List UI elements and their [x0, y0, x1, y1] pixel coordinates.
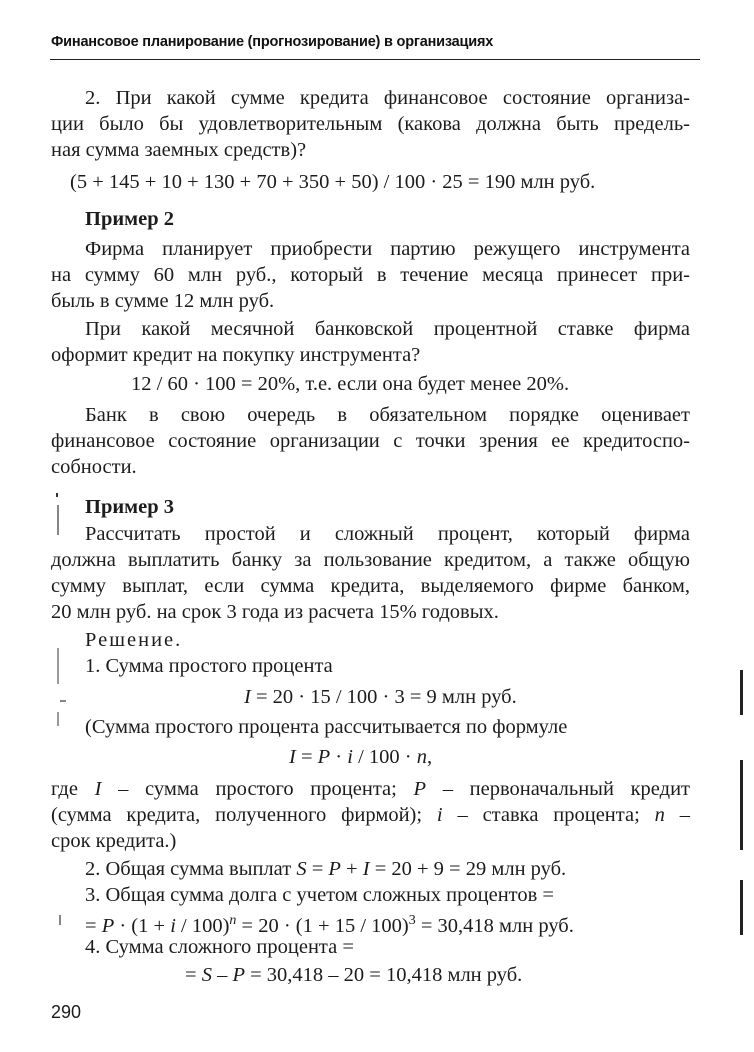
formula-dot: ·: [330, 746, 348, 768]
note-line: (Сумма простого процента рассчитывается по формуле: [85, 716, 568, 738]
question-2-formula: (5 + 145 + 10 + 130 + 70 + 350 + 50) / 100 · 25 = 190 млн руб.: [70, 171, 596, 193]
question-2-line-1: 2. При какой сумме кредита финансовое состояние организа-: [85, 87, 690, 109]
def-var-p: P: [413, 778, 427, 800]
exponent-n: n: [229, 913, 237, 928]
margin-scan-mark: [57, 648, 59, 684]
def-text: – сумма простого процента;: [101, 778, 414, 800]
edge-scan-bar: [740, 880, 743, 935]
var-s: S: [296, 858, 307, 880]
step-2: [85, 857, 566, 881]
example-2-p1-line-3: быль в сумме 12 млн руб.: [51, 290, 275, 312]
var-i-rate: i: [170, 914, 176, 937]
formula-end: ,: [426, 746, 433, 768]
def-text: –: [664, 804, 690, 826]
example-2-p1-line-1: Фирма планирует приобрести партию режущего инструмента: [85, 238, 690, 260]
example-2-p1-line-2: на сумму 60 млн руб., который в течение месяца принесет при-: [51, 264, 690, 286]
exponent-3: 3: [408, 913, 416, 928]
formula-var-i-rate: i: [347, 746, 353, 768]
def-var-i: I: [94, 778, 102, 800]
formula-text: · (1 +: [114, 914, 171, 937]
formula-expression: = 20 · 15 / 100 · 3 = 9 млн руб.: [255, 686, 517, 708]
formula-var-p: P: [317, 746, 331, 768]
step-4-title: 4. Сумма сложного процента =: [85, 936, 354, 958]
step-3-title: 3. Общая сумма долга с учетом сложных процентов =: [85, 884, 554, 906]
question-2-line-2: ции было бы удовлетворительным (какова должна быть предель-: [51, 113, 690, 135]
step-1-formula: [244, 685, 517, 709]
formula-text: = 20 · (1 + 15 / 100): [236, 914, 409, 937]
formula-div: / 100 ·: [352, 746, 417, 768]
step-text: 2. Общая сумма выплат: [85, 858, 297, 880]
formula-text: =: [185, 964, 202, 986]
step-1-title: 1. Сумма простого процента: [85, 655, 333, 677]
example-3-p1-line-2: должна выплатить банку за пользование кредитом, а также общую: [51, 549, 690, 571]
header-rule: [50, 59, 700, 60]
margin-scan-mark: [60, 700, 66, 702]
var-p: P: [328, 858, 341, 880]
example-3-p1-line-3: сумму выплат, если сумма кредита, выделяемого фирме банком,: [51, 575, 690, 597]
var-i: I: [362, 858, 370, 880]
def-text: – ставка процента;: [442, 804, 655, 826]
formula-var-i: I: [289, 746, 296, 768]
edge-scan-bar: [740, 760, 743, 850]
def-text: где: [51, 778, 95, 800]
step-3-formula: [85, 909, 574, 938]
formula-var-i: I: [244, 686, 251, 708]
formula-text: = 30,418 – 20 = 10,418 млн руб.: [244, 964, 523, 986]
margin-scan-mark: [57, 712, 59, 726]
page-number: 290: [51, 1002, 82, 1022]
step-4-formula: [185, 963, 522, 987]
var-p: P: [101, 914, 115, 937]
margin-scan-mark: [56, 493, 58, 497]
margin-scan-mark: [59, 915, 61, 925]
definitions-line-3: срок кредита.): [51, 830, 177, 852]
step-text: =: [306, 858, 329, 880]
example-2-p2-line-2: оформит кредит на покупку инструмента?: [51, 344, 421, 366]
example-2-p2-line-1: При какой месячной банковской процентной ставке фирма: [85, 318, 690, 340]
example-3-p1-line-4: 20 млн руб. на срок 3 года из расчета 15% годовых.: [51, 601, 499, 623]
solution-label: Решение.: [85, 629, 183, 651]
example-3-p1-line-1: Рассчитать простой и сложный процент, который фирма: [85, 523, 690, 545]
example-2-p3-line-3: собности.: [51, 456, 137, 478]
var-s: S: [201, 964, 212, 986]
formula-var-n: n: [416, 746, 427, 768]
example-2-p3-line-1: Банк в свою очередь в обязательном порядке оценивает: [85, 404, 690, 426]
example-3-heading: Пример 3: [85, 496, 174, 518]
formula-text: = 30,418 млн руб.: [415, 914, 574, 937]
formula-eq: =: [295, 746, 318, 768]
step-text: +: [340, 858, 363, 880]
def-text: (сумма кредита, полученного фирмой);: [51, 804, 437, 826]
def-var-n: n: [654, 804, 665, 826]
margin-scan-mark: [57, 505, 59, 535]
step-text: = 20 + 9 = 29 млн руб.: [369, 858, 567, 880]
question-2-line-3: ная сумма заемных средств)?: [51, 139, 307, 161]
edge-scan-bar: [740, 670, 743, 715]
formula-text: –: [211, 964, 233, 986]
definitions-line-1: [51, 777, 690, 801]
example-2-formula: 12 / 60 · 100 = 20%, т.е. если она будет менее 20%.: [131, 373, 570, 395]
def-text: – первоначальный кредит: [426, 778, 690, 800]
formula-text: =: [85, 914, 102, 937]
definitions-line-2: [51, 803, 690, 827]
formula-text: / 100): [175, 914, 230, 937]
note-formula: [289, 745, 432, 769]
running-head: Финансовое планирование (прогнозирование) в организациях: [51, 34, 494, 50]
var-p: P: [232, 964, 245, 986]
example-2-p3-line-2: финансовое состояние организации с точки зрения ее кредитоспо-: [51, 430, 690, 452]
example-2-heading: Пример 2: [85, 208, 174, 230]
def-var-i-rate: i: [436, 804, 443, 826]
